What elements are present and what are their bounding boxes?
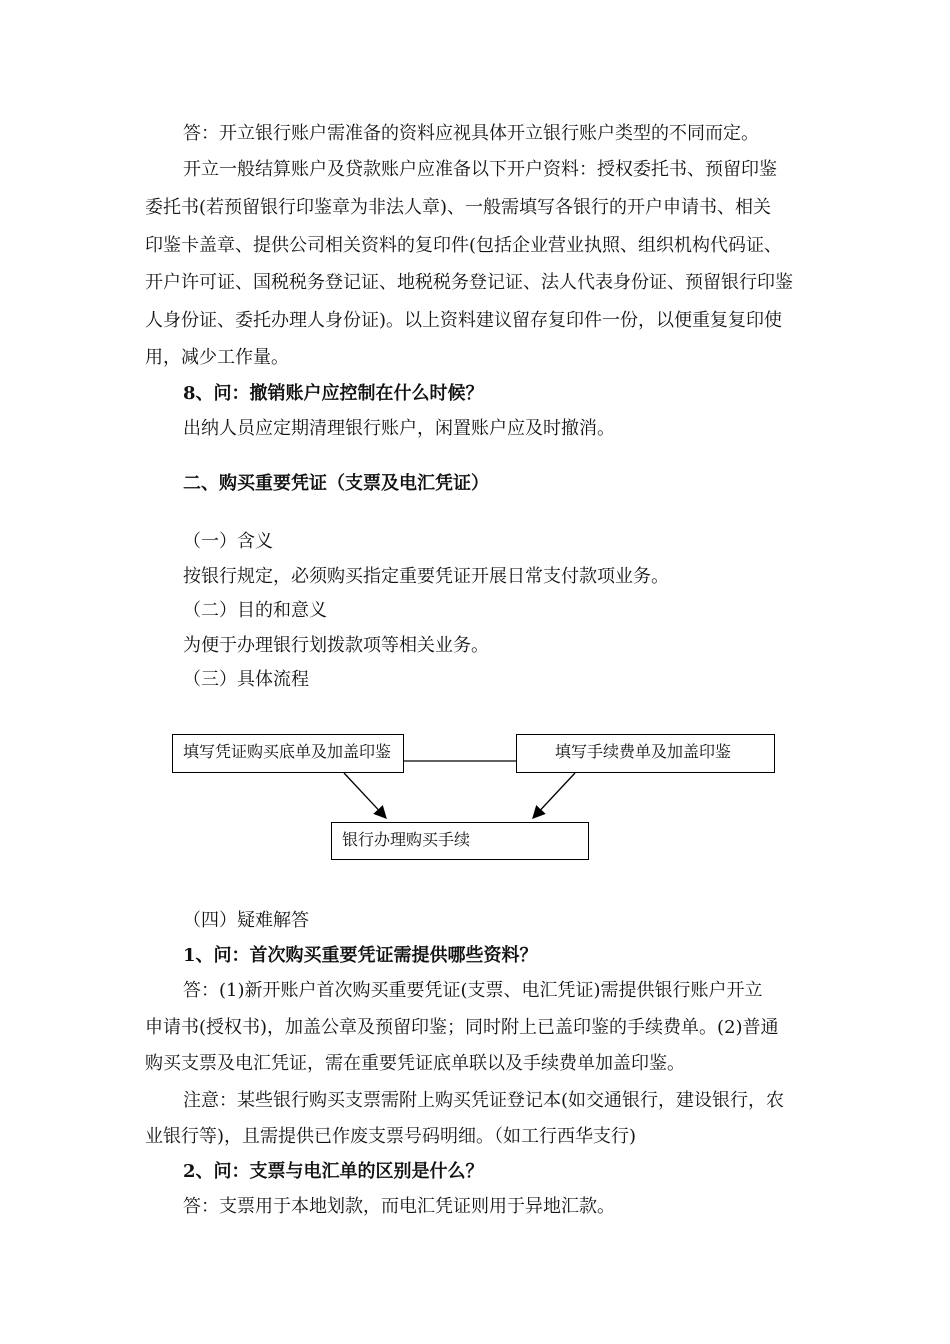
q8-title: 8、问：撤销账户应控制在什么时候？: [183, 383, 484, 404]
section2-title: 二、购买重要凭证（支票及电汇凭证）: [183, 473, 489, 494]
sub1-title: （一）含义: [183, 531, 273, 552]
flow-box-bank-process: 银行办理购买手续: [331, 822, 589, 860]
sub2-title: （二）目的和意义: [183, 600, 327, 621]
q2-answer: 答：支票用于本地划款，而电汇凭证则用于异地汇款。: [183, 1196, 615, 1217]
para2-line2: 委托书(若预留银行印鉴章为非法人章)、一般需填写各银行的开户申请书、相关: [145, 197, 772, 218]
q1-answer-line2: 申请书(授权书)，加盖公章及预留印鉴；同时附上已盖印鉴的手续费单。(2)普通: [145, 1017, 779, 1038]
para2-line3: 印鉴卡盖章、提供公司相关资料的复印件(包括企业营业执照、组织机构代码证、: [145, 235, 783, 256]
para2-line1: 开立一般结算账户及贷款账户应准备以下开户资料：授权委托书、预留印鉴: [183, 159, 777, 180]
flow-box-fill-voucher: 填写凭证购买底单及加盖印鉴: [172, 734, 404, 773]
para2-line5: 人身份证、委托办理人身份证)。以上资料建议留存复印件一份，以便重复复印使: [145, 310, 783, 331]
flow-box-fill-fee: 填写手续费单及加盖印鉴: [516, 734, 775, 773]
q8-answer: 出纳人员应定期清理银行账户，闲置账户应及时撤消。: [183, 418, 615, 439]
q2-title: 2、问：支票与电汇单的区别是什么？: [183, 1161, 484, 1182]
note-line1: 注意：某些银行购买支票需附上购买凭证登记本(如交通银行，建设银行，农: [183, 1090, 785, 1111]
q1-answer-line1: 答：(1)新开账户首次购买重要凭证(支票、电汇凭证)需提供银行账户开立: [183, 980, 763, 1001]
sub1-text: 按银行规定，必须购买指定重要凭证开展日常支付款项业务。: [183, 566, 669, 587]
note-line2: 业银行等)，且需提供已作废支票号码明细。（如工行西华支行): [145, 1126, 637, 1147]
para2-line6: 用，减少工作量。: [145, 347, 289, 368]
q1-answer-line3: 购买支票及电汇凭证，需在重要凭证底单联以及手续费单加盖印鉴。: [145, 1053, 685, 1074]
sub4-title: （四）疑难解答: [183, 910, 309, 931]
arrow-right: [533, 773, 575, 818]
para2-line4: 开户许可证、国税税务登记证、地税税务登记证、法人代表身份证、预留银行印鉴: [145, 272, 793, 293]
q1-title: 1、问：首次购买重要凭证需提供哪些资料？: [183, 945, 538, 966]
arrow-left: [344, 773, 386, 818]
sub3-title: （三）具体流程: [183, 669, 309, 690]
sub2-text: 为便于办理银行划拨款项等相关业务。: [183, 635, 489, 656]
para1-line1: 答：开立银行账户需准备的资料应视具体开立银行账户类型的不同而定。: [183, 123, 759, 144]
